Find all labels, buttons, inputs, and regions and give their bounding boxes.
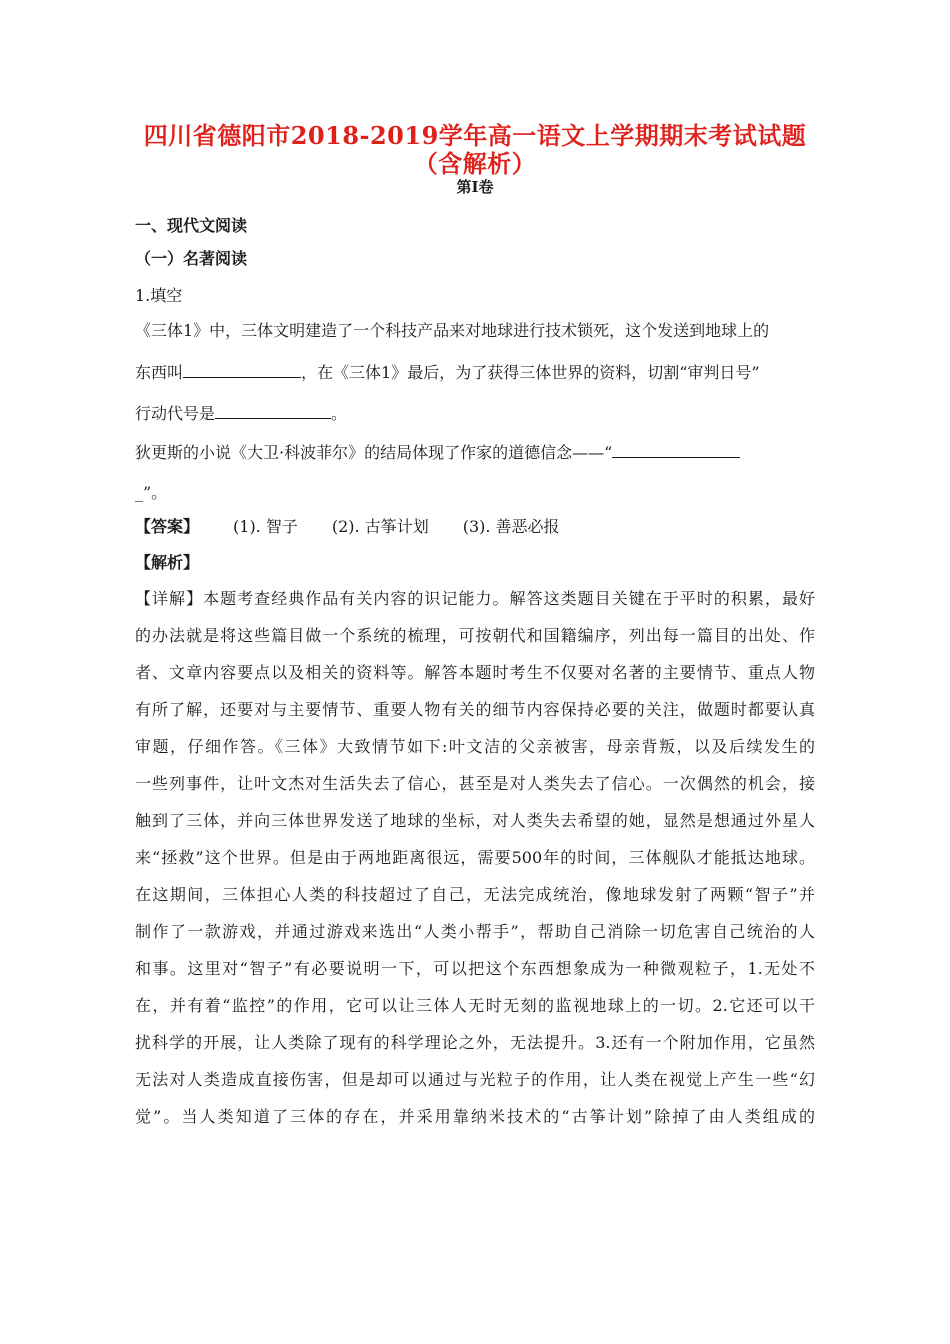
fill-blank-1 [183, 363, 301, 378]
detail-line: 有所了解，还要对与主要情节、重要人物有关的细节内容保持必要的关注，做题时都要认真 [135, 700, 815, 719]
question-line-3 [135, 401, 347, 424]
detail-line: 的办法就是将这些篇目做一个系统的梳理，可按朝代和国籍编序，列出每一篇目的出处、作 [135, 626, 815, 645]
question-line-5: _”。 [135, 483, 168, 502]
question-text: 行动代号是 [135, 404, 216, 423]
question-line-4 [135, 440, 740, 463]
detail-line: 在，并有着“监控”的作用，它可以让三体人无时无刻的监视地球上的一切。2.它还可以干 [135, 996, 815, 1015]
detail-line: 触到了三体，并向三体世界发送了地球的坐标，对人类失去希望的她，显然是想通过外星人 [135, 811, 815, 830]
fill-blank-3 [612, 443, 740, 458]
answer-item: (3). 善恶必报 [462, 517, 560, 536]
question-label: 1.填空 [135, 286, 183, 305]
detail-line: 制作了一款游戏，并通过游戏来选出“人类小帮手”，帮助自己消除一切危害自己统治的人 [135, 922, 815, 941]
document-title: 四川省德阳市2018-2019学年高一语文上学期期末考试试题（含解析） [143, 121, 807, 178]
detail-line: 【详解】本题考查经典作品有关内容的识记能力。解答这类题目关键在于平时的积累，最好 [135, 589, 815, 608]
question-text: 东西叫 [135, 363, 184, 382]
question-line-2 [135, 360, 760, 383]
detail-line: 觉”。当人类知道了三体的存在，并采用靠纳米技术的“古筝计划”除掉了由人类组成的 [135, 1107, 815, 1126]
detail-line: 一些列事件，让叶文杰对生活失去了信心，甚至是对人类失去了信心。一次偶然的机会，接 [135, 774, 815, 793]
detail-line: 来“拯救”这个世界。但是由于两地距离很远，需要500年的时间，三体舰队才能抵达地球。 [135, 848, 815, 867]
detail-line: 在这期间，三体担心人类的科技超过了自己，无法完成统治，像地球发射了两颗“智子”并 [135, 885, 815, 904]
detail-line: 和事。这里对“智子”有必要说明一下，可以把这个东西想象成为一种微观粒子，1.无处不 [135, 959, 815, 978]
subsection-heading: （一）名著阅读 [135, 249, 248, 268]
question-line-1: 《三体1》中，三体文明建造了一个科技产品来对地球进行技术锁死，这个发送到地球上的 [135, 321, 770, 340]
detail-line: 扰科学的开展，让人类除了现有的科学理论之外，无法提升。3.还有一个附加作用，它虽然 [135, 1033, 815, 1052]
answer-label: 【答案】 [135, 517, 200, 536]
question-text: ，在《三体1》最后，为了获得三体世界的资料，切割“审判日号” [301, 363, 760, 382]
detail-line: 审题，仔细作答。《三体》大致情节如下:叶文洁的父亲被害，母亲背叛，以及后续发生的 [135, 737, 815, 756]
answer-item: (2). 古筝计划 [331, 517, 429, 536]
volume-heading: 第Ⅰ卷 [456, 178, 494, 196]
fill-blank-2 [215, 404, 331, 419]
analysis-label: 【解析】 [135, 553, 200, 572]
question-text: 狄更斯的小说《大卫·科波菲尔》的结局体现了作家的道德信念——“ [135, 443, 613, 462]
detail-line: 无法对人类造成直接伤害，但是却可以通过与光粒子的作用，让人类在视觉上产生一些“幻 [135, 1070, 815, 1089]
detail-line: 者、文章内容要点以及相关的资料等。解答本题时考生不仅要对名著的主要情节、重点人物 [135, 663, 815, 682]
answer-item: (1). 智子 [233, 517, 298, 536]
section-heading: 一、现代文阅读 [135, 216, 248, 235]
question-text: 。 [331, 404, 348, 423]
answer-line [135, 514, 594, 537]
